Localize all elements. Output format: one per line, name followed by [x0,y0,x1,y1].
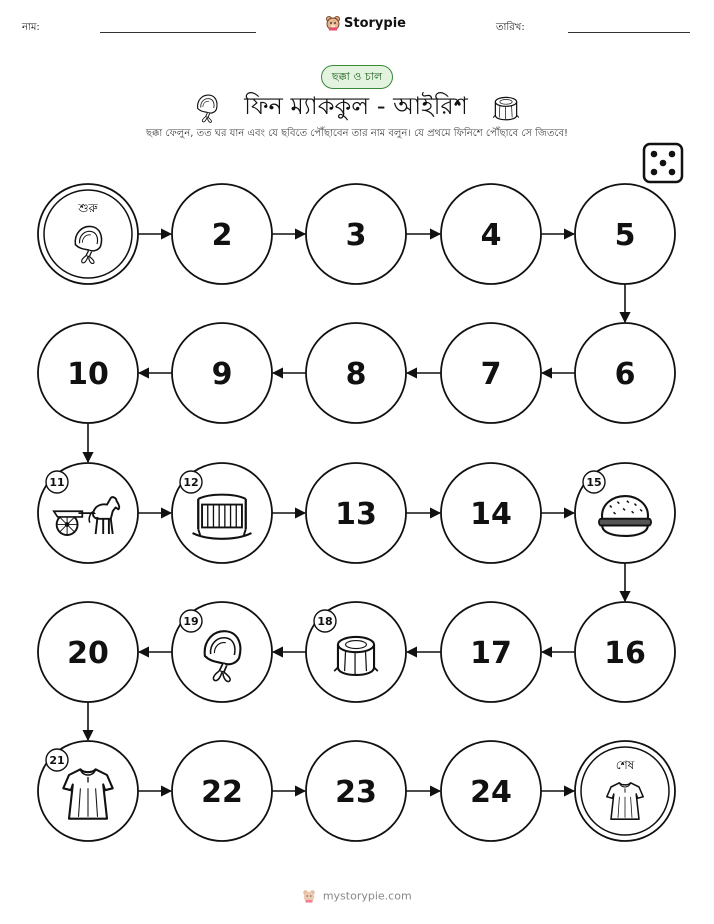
board-cell-12[interactable] [172,463,272,563]
cell-number: 9 [211,357,233,392]
cell-number: 21 [49,754,65,767]
instructions: ছক্কা ফেলুন, তত ঘর যান এবং যে ছবিতে পৌঁছাবেন তার নাম বলুন। যে প্রথমে ফিনিশে পৌঁছাবে সে জিতবে! [145,128,569,139]
board-cell-11[interactable] [38,463,138,563]
board-cell-18[interactable] [306,602,406,702]
cell-number: 13 [335,497,377,532]
board-cell-9[interactable] [172,323,272,423]
game-type-badge: ছক্কা ও চাল [321,65,393,89]
board-cell-8[interactable] [306,323,406,423]
cell-number: 20 [67,636,109,671]
board-cell-13[interactable] [306,463,406,563]
cell-number: 3 [345,218,367,253]
footer [0,889,714,903]
dress-icon [63,769,112,818]
board-cell-19[interactable] [172,602,272,702]
finish-label: শেষ [615,758,635,772]
cell-number: 8 [345,357,367,392]
cell-number: 10 [67,357,109,392]
brand-name: Storypie [344,15,406,31]
board-cell-14[interactable] [441,463,541,563]
cell-number: 5 [614,218,636,253]
name-label: নাম: [22,22,40,33]
cell-number: 4 [480,218,502,253]
board-cell-3[interactable] [306,184,406,284]
board-cell-23[interactable] [306,741,406,841]
cell-number: 22 [201,775,243,810]
board-cell-16[interactable] [575,602,675,702]
board-cell-20[interactable] [38,602,138,702]
date-label: তারিখ: [496,22,525,33]
cell-number: 6 [614,357,636,392]
cell-number: 16 [604,636,646,671]
cell-number: 2 [211,218,233,253]
cell-number: 14 [470,497,512,532]
cell-number: 24 [470,775,512,810]
cell-number: 7 [480,357,502,392]
board-cell-10[interactable] [38,323,138,423]
cell-number: 17 [470,636,512,671]
footer-url[interactable]: mystorypie.com [322,889,412,903]
cell-number: 11 [49,476,65,489]
cell-number: 18 [317,615,333,628]
board-cell-22[interactable] [172,741,272,841]
board-cell-5[interactable] [575,184,675,284]
cell-number: 23 [335,775,377,810]
board-cell-24[interactable] [441,741,541,841]
start-label: শুরু [78,201,98,215]
board-cell-4[interactable] [441,184,541,284]
dress-icon [607,783,643,819]
board-cell-7[interactable] [441,323,541,423]
board-cell-6[interactable] [575,323,675,423]
cell-number: 19 [183,615,199,628]
board-cell-25[interactable] [575,741,675,841]
board-cell-15[interactable] [575,463,675,563]
cell-number: 12 [183,476,199,489]
page-title-text: ফিন ম্যাককুল - আইরিশ [244,92,468,120]
tree-stump-icon [334,637,378,675]
board-cell-21[interactable] [38,741,138,841]
cell-number: 15 [586,476,602,489]
board-cell-2[interactable] [172,184,272,284]
board-cell-1[interactable] [38,184,138,284]
bear-logo-icon [302,889,316,903]
board-cell-17[interactable] [441,602,541,702]
